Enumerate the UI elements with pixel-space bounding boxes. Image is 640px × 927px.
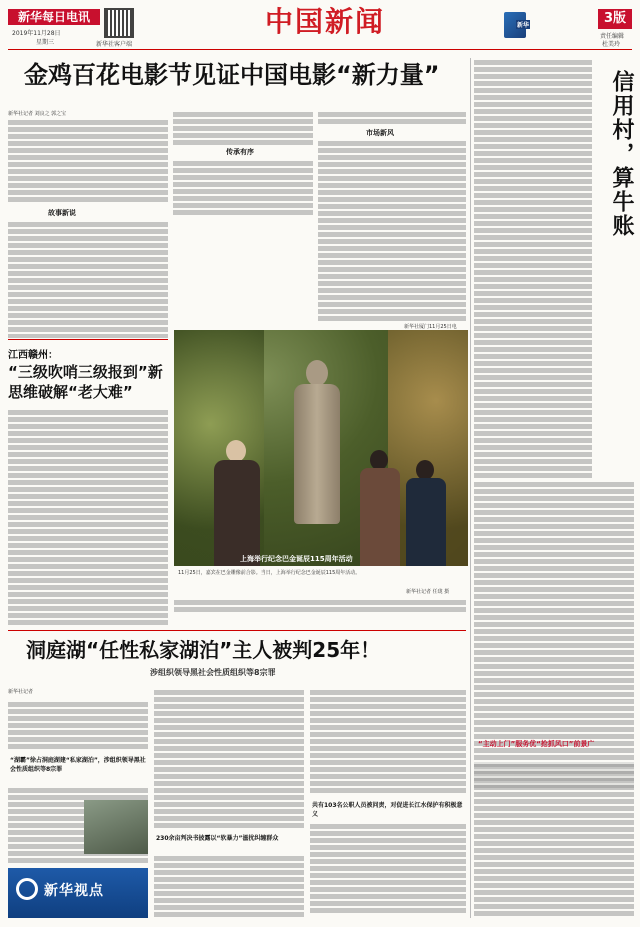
article1-body-col1b xyxy=(8,220,168,338)
right-column-body-c xyxy=(474,762,634,918)
article2-headline: “三级吹哨三级报到”新思维破解“老大难” xyxy=(8,363,163,401)
person-right-2-head xyxy=(416,460,434,480)
xinhua-badge xyxy=(504,12,540,40)
article3-subhead1: “湖霸”徐占洞庭湖建“私家湖泊”，涉组织领导黑社会性质组织等8宗罪 xyxy=(10,757,146,773)
article3-body-col3a xyxy=(310,688,466,798)
article1-subhead-market: 市场新风 xyxy=(366,129,394,137)
person-left-head xyxy=(226,440,246,462)
issue-date: 2019年11月28日 xyxy=(12,30,61,37)
banner-logo-icon xyxy=(16,878,38,900)
article1-body-col2a xyxy=(173,110,313,148)
article3-body-col1a xyxy=(8,700,148,754)
article3-body-col2b xyxy=(154,854,304,918)
masthead xyxy=(0,0,640,50)
right-column-divider xyxy=(470,58,471,918)
article3-subtitle: 涉组织领导黑社会性质组织等8宗罪 xyxy=(150,668,276,677)
article3-body-col3b xyxy=(310,822,466,918)
page-number: 3版 xyxy=(598,9,632,29)
article1-subhead-left: 故事新说 xyxy=(48,209,76,217)
news-photo xyxy=(174,330,468,566)
photo-caption-text: 11月25日，嘉宾在巴金雕像前合影。当日，上海举行纪念巴金诞辰115周年活动。 xyxy=(178,570,361,576)
editor-line-1: 责任编辑 xyxy=(600,33,625,40)
article3-body-col2a xyxy=(154,688,304,834)
bottom-banner xyxy=(8,868,148,918)
article3-byline: 新华社记者 xyxy=(8,689,34,695)
article3-top-rule xyxy=(8,630,466,631)
statue-body xyxy=(294,384,340,524)
article1-body-col2b xyxy=(173,159,313,219)
article3-subhead3: 共有103名公职人员被问责，对促进长江水保护有积极意义 xyxy=(312,802,463,818)
masthead-rule xyxy=(8,49,632,50)
person-right-2-body xyxy=(406,478,446,566)
article1-byline: 新华社记者 刘良之 郭之宝 xyxy=(8,111,67,117)
photo-caption-title: 上海举行纪念巴金诞辰115周年活动 xyxy=(240,555,353,563)
article1-body-col1a xyxy=(8,118,168,206)
photo-credit: 新华社记者 任珑 摄 xyxy=(406,589,450,595)
article1-subhead-right: 传承有序 xyxy=(226,148,254,156)
article1-body-col3b xyxy=(318,139,466,321)
article1-headline: 金鸡百花电影节见证中国电影“新力量” xyxy=(24,61,440,89)
article1-dateline: 新华社厦门11月25日电 xyxy=(404,324,457,330)
article3-headline: 洞庭湖“任性私家湖泊”主人被判25年！ xyxy=(26,638,381,662)
article2-region: 江西赣州： xyxy=(8,350,58,361)
person-right-1-head xyxy=(370,450,388,470)
column-title: 信用村，算牛账 xyxy=(609,70,635,238)
right-section-headline: “主动上门”服务优“抢抓风口”前景广 xyxy=(478,740,595,748)
article2-top-rule xyxy=(8,339,168,340)
article3-subhead2: 230余亩判决书披露以“软暴力”滋扰纠缠群众 xyxy=(156,835,279,842)
person-right-2 xyxy=(406,460,446,566)
article2-body-col2 xyxy=(174,598,466,618)
app-label: 新华社客户端 xyxy=(96,41,133,48)
editor-line-2: 杜美玲 xyxy=(602,41,621,48)
statue-head xyxy=(306,360,328,386)
qr-code[interactable] xyxy=(104,8,134,38)
right-column-body-a xyxy=(474,58,592,478)
article1-body-col3a xyxy=(318,110,466,128)
banner-label: 新华视点 xyxy=(44,883,104,899)
article3-small-photo xyxy=(84,800,148,854)
badge-label: 新华 xyxy=(517,22,530,29)
person-right-1 xyxy=(360,450,400,566)
person-left xyxy=(214,440,260,566)
issue-weekday: 星期三 xyxy=(36,39,55,46)
page-section-title: 中国新闻 xyxy=(264,5,385,38)
person-left-body xyxy=(214,460,260,566)
person-right-1-body xyxy=(360,468,400,566)
paper-name: 新华每日电讯 xyxy=(8,9,100,25)
statue-figure xyxy=(286,360,346,530)
article2-body xyxy=(8,408,168,630)
